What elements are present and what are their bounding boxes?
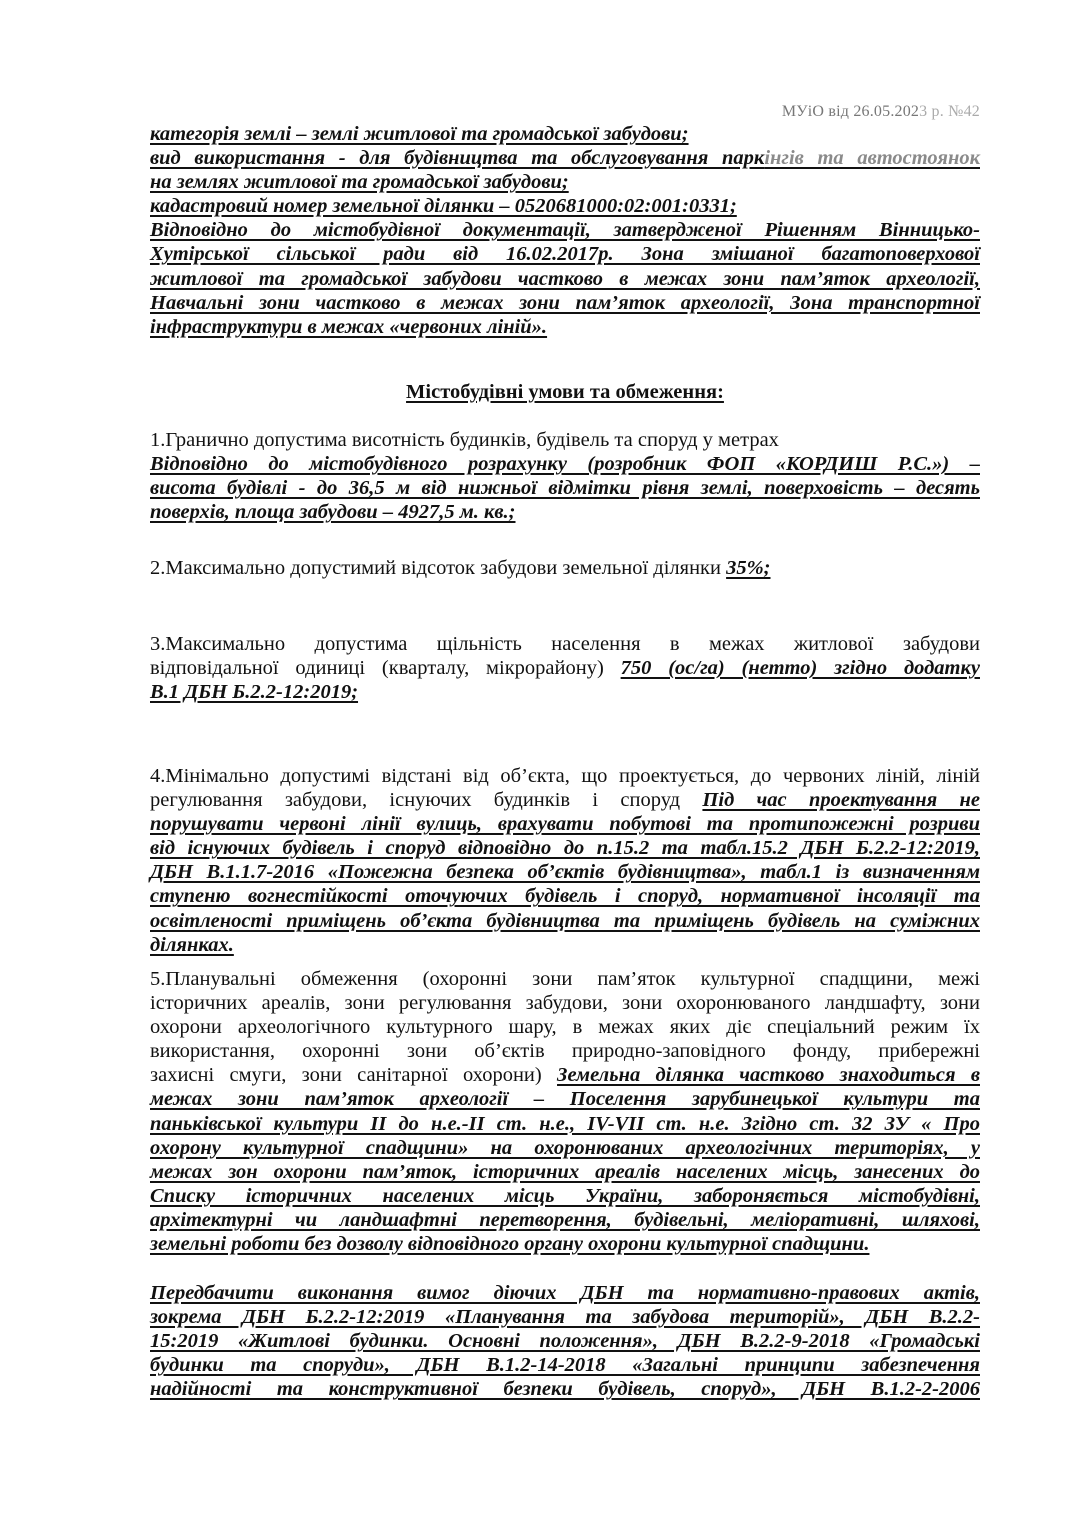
condition-value: Відповідно до містобудівного розрахунку (розробник ФОП «КОРДИШ Р.С.») – <box>150 453 980 476</box>
condition-label: регулювання забудови, існуючих будинків і споруд <box>150 789 703 812</box>
condition-3 <box>150 632 980 704</box>
condition-1 <box>150 428 980 524</box>
condition-value: межах зон охорони пам’яток, історичних ареалів населених місць, занесених до <box>150 1160 980 1183</box>
condition-value: поверхів, площа забудови – 4927,5 м. кв.; <box>150 501 516 524</box>
condition-value: Земельна ділянка частково знаходиться в <box>557 1064 980 1087</box>
condition-label: 5.Планувальні обмеження (охоронні зони пам’яток культурної спадщини, межі <box>150 968 980 990</box>
registration-stamp <box>782 103 980 121</box>
zoning-line: Відповідно до містобудівної документації, затвердженої Рішенням Вінницько- <box>150 219 980 242</box>
condition-2 <box>150 556 980 580</box>
condition-value: 35%; <box>726 557 771 579</box>
requirement-line: Передбачити виконання вимог діючих ДБН та нормативно-правових актів, <box>150 1282 980 1304</box>
stamp-text: МУіО від 26.05.202 <box>781 103 920 120</box>
condition-label: охорони археологічного культурного шару, в межах яких діє спеціальний режим їх <box>150 1016 980 1039</box>
condition-label: історичних ареалів, зони регулювання забудови, зони охоронюваного ландшафту, зони <box>150 992 980 1015</box>
condition-value: Списку історичних населених місць України, забороняється містобудівні, <box>150 1184 980 1207</box>
condition-value: висота будівлі - до 36,5 м від нижньої відмітки рівня землі, поверховість – десять <box>150 477 980 500</box>
requirement-line: 15:2019 «Житлові будинки. Основні положення», ДБН В.2.2-9-2018 «Громадські <box>150 1330 980 1353</box>
requirement-line: зокрема ДБН Б.2.2-12:2019 «Планування та забудова територій», ДБН В.2.2- <box>150 1306 980 1329</box>
condition-value: В.1 ДБН Б.2.2-12:2019; <box>150 681 359 704</box>
condition-5 <box>150 967 980 1256</box>
condition-value: порушувати червоні лінії вулиць, врахувати побутові та протипожежні розриви <box>150 813 980 836</box>
condition-label: 3.Максимально допустима щільність населення в межах житлової забудови <box>150 633 980 655</box>
condition-4 <box>150 764 980 957</box>
condition-label: 1.Гранично допустима висотність будинків, будівель та споруд у метрах <box>150 429 779 451</box>
land-info-block <box>150 122 980 339</box>
zoning-line: Хутірської сільської ради від 16.02.2017р. Зона змішаної багатоповерхової <box>150 243 980 266</box>
condition-label: 2.Максимально допустимий відсоток забудови земельної ділянки <box>150 557 727 579</box>
requirement-line: надійності та конструктивної безпеки будівель, споруд», ДБН В.1.2-2-2006 <box>150 1378 980 1401</box>
dbn-requirements <box>150 1281 980 1401</box>
condition-value: Під час проектування не <box>702 789 980 812</box>
requirement-line: будинки та споруди», ДБН В.1.2-14-2018 «Загальні принципи забезпечення <box>150 1354 980 1377</box>
condition-value: межах зони пам’яток археології – Поселення зарубинецької культури та <box>150 1088 980 1111</box>
zoning-line: житлової та громадської забудови частково в межах зони пам’яток археології, <box>150 267 980 290</box>
condition-value: від існуючих будівель і споруд відповідно до п.15.2 та табл.15.2 ДБН Б.2.2-12:2019, <box>150 837 980 860</box>
cadastral-number: кадастровий номер земельної ділянки – 0520681000:02:001:0331; <box>150 195 737 218</box>
condition-label: використання, охоронні зони об’єктів природно-заповідного фонду, прибережні <box>150 1040 980 1063</box>
condition-value: ступеню вогнестійкості оточуючих будівель і споруд, нормативної інсоляції та <box>150 885 980 908</box>
zoning-line: Навчальні зони частково в межах зони пам’яток археології, Зона транспортної <box>150 291 980 314</box>
zoning-line: інфраструктури в межах «червоних ліній». <box>150 315 548 338</box>
condition-value: паньківської культури ІІ до н.е.-ІІ ст. н.е., IV-VII ст. н.е. Згідно ст. 32 ЗУ « Про <box>150 1112 980 1135</box>
condition-value: освітленості приміщень об’єкта будівництва та приміщень будівель на суміжних <box>150 909 980 932</box>
condition-value: архітектурні чи ландшафтні перетворення, будівельні, меліоративні, шляхові, <box>150 1208 980 1231</box>
section-heading: Містобудівні умови та обмеження: <box>406 381 724 403</box>
condition-value: земельні роботи без дозволу відповідного органу охорони культурної спадщини. <box>150 1233 870 1256</box>
condition-value: ділянках. <box>150 933 234 956</box>
condition-label: відповідальної одиниці (кварталу, мікрорайону) <box>150 657 621 680</box>
land-usage: вид використання - для будівництва та обслуговування паркінгів та автостоянок <box>150 147 980 170</box>
condition-value: 750 (ос/га) (нетто) згідно додатку <box>620 657 980 680</box>
land-category: категорія землі – землі житлової та громадської забудови; <box>150 123 689 145</box>
land-usage-cont: на землях житлової та громадської забудови; <box>150 171 569 194</box>
stamp-text-faded: 3 р. №42 <box>919 103 980 120</box>
condition-label: захисні смуги, зони санітарної охорони) <box>150 1064 558 1087</box>
condition-value: охорону культурної спадщини» на охоронюваних археологічних територіях, у <box>150 1136 980 1159</box>
condition-label: 4.Мінімально допустимі відстані від об’єкта, що проектується, до червоних ліній, ліній <box>150 765 980 787</box>
condition-value: ДБН В.1.1.7-2016 «Пожежна безпека об’єктів будівництва», табл.1 із визначенням <box>150 861 980 884</box>
